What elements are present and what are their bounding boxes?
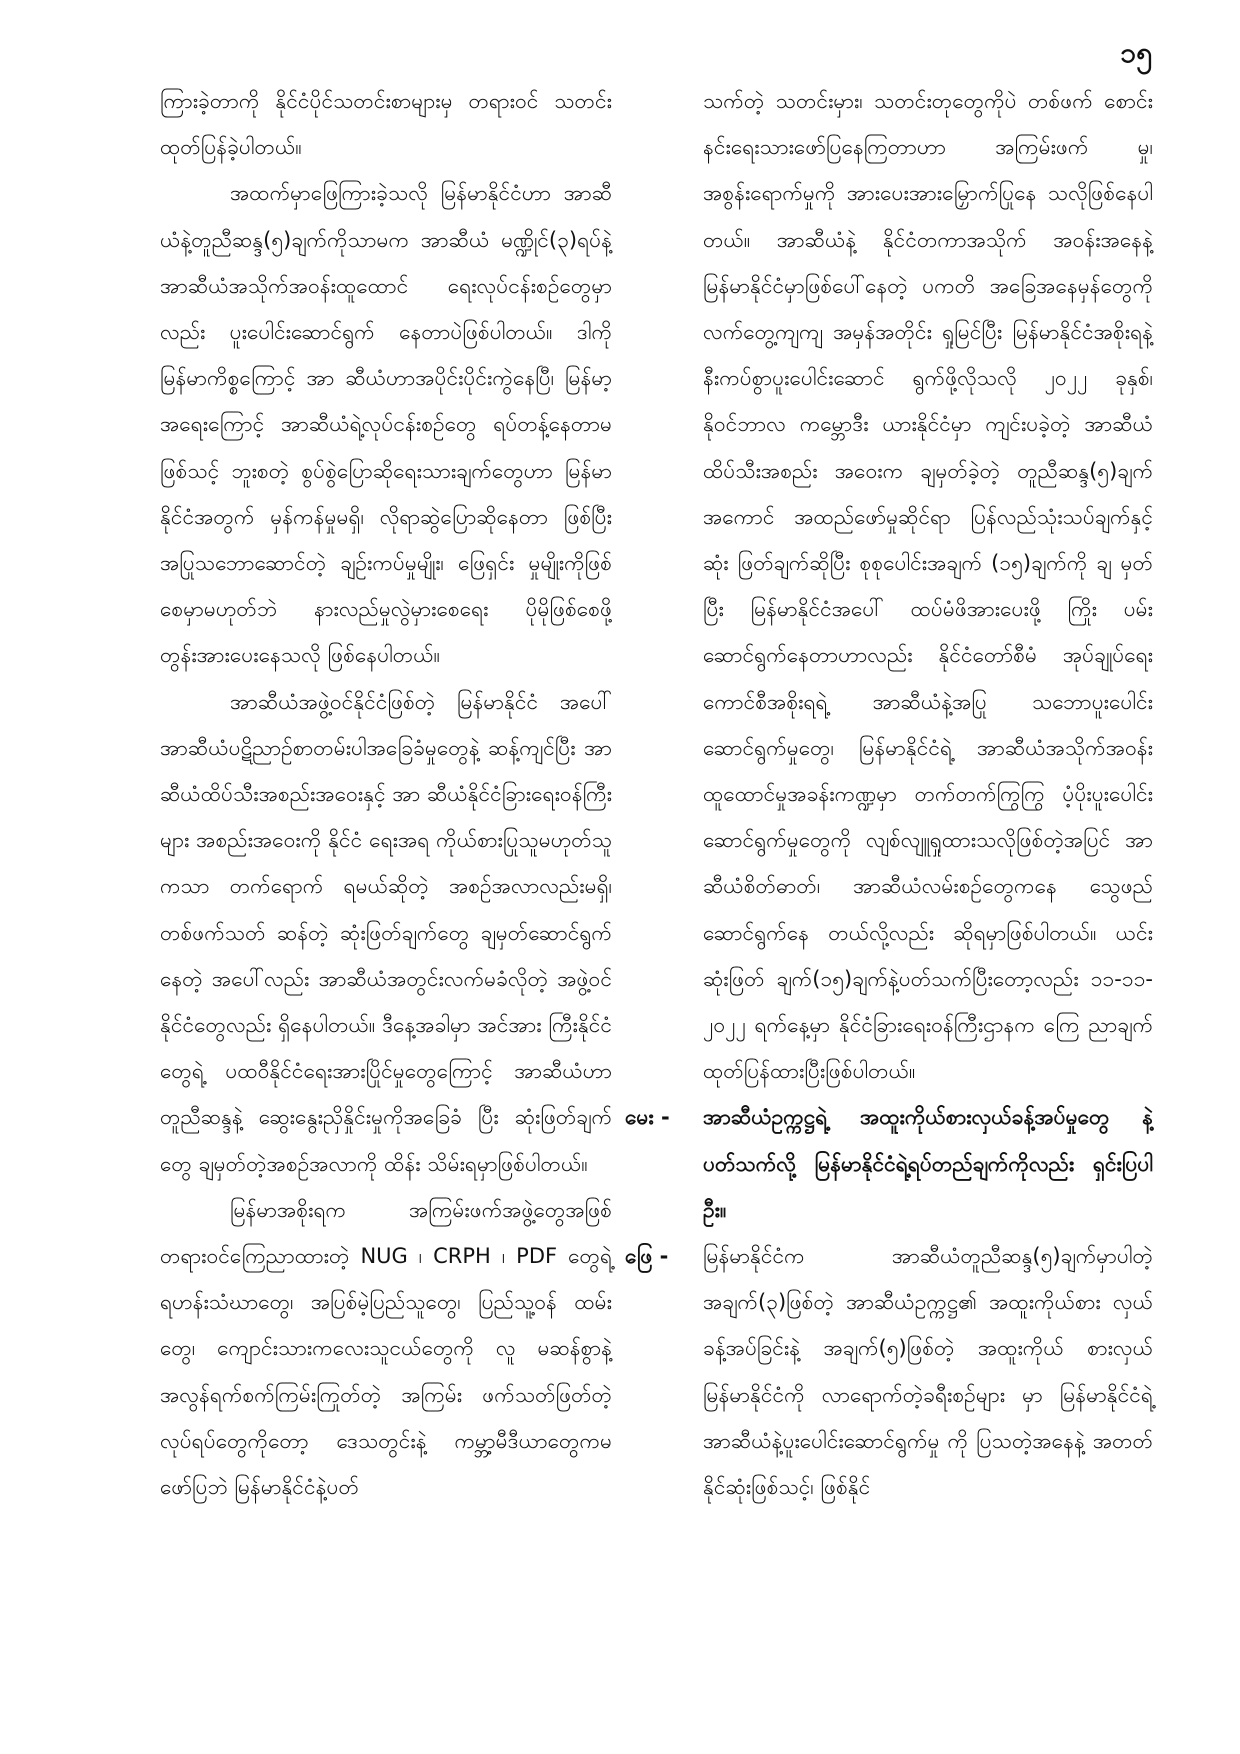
left-paragraph-3: အာဆီယံအဖွဲ့ဝင်နိုင်ငံဖြစ်တဲ့ မြန်မာနိုင်ငံ အပေါ် အာဆီယံပဋိညာဉ်စာတမ်းပါအခြေခံမှုတွေနဲ့ ဆန့်ကျင်ပြီး အာဆီယံထိပ်သီးအစည်းအဝေးနှင့် အာ ဆီယံနိုင်ငံခြားရေးဝန်ကြီးများ အစည်းအဝေးကို နိုင်ငံ ရေးအရ ကိုယ်စားပြုသူမဟုတ်သူကသာ တက်ရောက် ရမယ်ဆိုတဲ့ အစဉ်အလာလည်းမရှိ၊ တစ်ဖက်သတ် ဆန်တဲ့ ဆုံးဖြတ်ချက်တွေ ချမှတ်ဆောင်ရွက်နေတဲ့ အပေါ်လည်း အာဆီယံအတွင်းလက်မခံလိုတဲ့ အဖွဲ့ဝင် နိုင်ငံတွေလည်း ရှိနေပါတယ်။ ဒီနေ့အခါမှာ အင်အား ကြီးနိုင်ငံတွေရဲ့ ပထဝီနိုင်ငံရေးအားပြိုင်မှုတွေကြောင့် အာဆီယံဟာတူညီဆန္ဒနဲ့ ဆွေးနွေးညှိနှိုင်းမှုကိုအခြေခံ ပြီး ဆုံးဖြတ်ချက်တွေ ချမှတ်တဲ့အစဉ်အလာကို ထိန်း သိမ်းရမှာဖြစ်ပါတယ်။ — [160, 689, 612, 1176]
left-column — [160, 78, 612, 1510]
right-column — [625, 78, 1153, 1510]
answer-tag: ဖြေ - — [625, 1244, 669, 1269]
page-number: ၁၅ — [1120, 36, 1152, 69]
right-paragraph-1: သက်တဲ့ သတင်းမှား၊ သတင်းတုတွေကိုပဲ တစ်ဖက် စောင်းနင်းရေးသားဖော်ပြနေကြတာဟာ အကြမ်းဖက် မှု၊ အစွန်းရောက်မှုကို အားပေးအားမြှောက်ပြုနေ သလိုဖြစ်နေပါတယ်။ အာဆီယံနဲ့ နိုင်ငံတကာအသိုက် အဝန်းအနေနဲ့ မြန်မာနိုင်ငံမှာဖြစ်ပေါ်နေတဲ့ ပကတိ အခြေအနေမှန်တွေကို လက်တွေ့ကျကျ အမှန်အတိုင်း ရှုမြင်ပြီး မြန်မာနိုင်ငံအစိုးရနဲ့ နီးကပ်စွာပူးပေါင်းဆောင် ရွက်ဖို့လိုသလို ၂၀၂၂ ခုနှစ်၊ နိုဝင်ဘာလ ကမ္ဘောဒီး ယားနိုင်ငံမှာ ကျင်းပခဲ့တဲ့ အာဆီယံထိပ်သီးအစည်း အဝေးက ချမှတ်ခဲ့တဲ့ တူညီဆန္ဒ(၅)ချက် အကောင် အထည်ဖော်မှုဆိုင်ရာ ပြန်လည်သုံးသပ်ချက်နှင့် ဆုံး ဖြတ်ချက်ဆိုပြီး စုစုပေါင်းအချက် (၁၅)ချက်ကို ချ မှတ်ပြီး မြန်မာနိုင်ငံအပေါ် ထပ်မံဖိအားပေးဖို့ ကြိုး ပမ်းဆောင်ရွက်နေတာဟာလည်း နိုင်ငံတော်စီမံ အုပ်ချုပ်ရေးကောင်စီအစိုးရရဲ့ အာဆီယံနဲ့အပြု သဘောပူးပေါင်းဆောင်ရွက်မှုတွေ၊ မြန်မာနိုင်ငံရဲ့ အာဆီယံအသိုက်အဝန်း ထူထောင်မှုအခန်းကဏ္ဍမှာ တက်တက်ကြွကြွ ပံ့ပိုးပူးပေါင်းဆောင်ရွက်မှုတွေကို လျစ်လျူရှုထားသလိုဖြစ်တဲ့အပြင် အာဆီယံစိတ်ဓာတ်၊ အာဆီယံလမ်းစဉ်တွေကနေ သွေဖည်ဆောင်ရွက်နေ တယ်လို့လည်း ဆိုရမှာဖြစ်ပါတယ်။ ယင်းဆုံးဖြတ် ချက်(၁၅)ချက်နဲ့ပတ်သက်ပြီးတော့လည်း ၁၁-၁၁- ၂၀၂၂ ရက်နေ့မှာ နိုင်ငံခြားရေးဝန်ကြီးဌာနက ကြေ ညာချက်ထုတ်ပြန်ထားပြီးဖြစ်ပါတယ်။ — [703, 89, 1153, 1084]
left-paragraph-2: အထက်မှာဖြေကြားခဲ့သလို မြန်မာနိုင်ငံဟာ အာဆီယံနဲ့တူညီဆန္ဒ(၅)ချက်ကိုသာမက အာဆီယံ မဏ္ဍိုင်(၃)ရပ်နဲ့ အာဆီယံအသိုက်အဝန်းထူထောင် ရေးလုပ်ငန်းစဉ်တွေမှာလည်း ပူးပေါင်းဆောင်ရွက် နေတာပဲဖြစ်ပါတယ်။ ဒါကို မြန်မာကိစ္စကြောင့် အာ ဆီယံဟာအပိုင်းပိုင်းကွဲနေပြီ၊ မြန်မာ့အရေးကြောင့် အာဆီယံရဲ့လုပ်ငန်းစဉ်တွေ ရပ်တန့်နေတာမဖြစ်သင့် ဘူးစတဲ့ စွပ်စွဲပြောဆိုရေးသားချက်တွေဟာ မြန်မာ နိုင်ငံအတွက် မှန်ကန်မှုမရှိ၊ လိုရာဆွဲပြောဆိုနေတာ ဖြစ်ပြီး အပြုသဘောဆောင်တဲ့ ချဉ်းကပ်မှုမျိုး၊ ဖြေရှင်း မှုမျိုးကိုဖြစ်စေမှာမဟုတ်ဘဲ နားလည်မှုလွဲမှားစေရေး ပိုမိုဖြစ်စေဖို့တွန်းအားပေးနေသလို ဖြစ်နေပါတယ်။ — [160, 181, 612, 668]
question-tag: မေး - — [625, 1105, 670, 1130]
question-text: အာဆီယံဥက္ကဋ္ဌရဲ့ အထူးကိုယ်စားလှယ်ခန့်အပ်မှုတွေ နဲ့ပတ်သက်လို့ မြန်မာနိုင်ငံရဲ့ရပ်တည်ချက်ကိုလည်း ရှင်းပြပါဦး။ — [703, 1105, 1153, 1222]
left-paragraph-4: မြန်မာအစိုးရက အကြမ်းဖက်အဖွဲ့တွေအဖြစ် တရားဝင်ကြေညာထားတဲ့ NUG ၊ CRPH ၊ PDF တွေရဲ့ ရဟန်းသံဃာတွေ၊ အပြစ်မဲ့ပြည်သူတွေ၊ ပြည်သူ့ဝန် ထမ်းတွေ၊ ကျောင်းသားကလေးသူငယ်တွေကို လူ မဆန်စွာနဲ့ အလွန်ရက်စက်ကြမ်းကြုတ်တဲ့ အကြမ်း ဖက်သတ်ဖြတ်တဲ့လုပ်ရပ်တွေကိုတော့ ဒေသတွင်းနဲ့ ကမ္ဘာ့မီဒီယာတွေကမဖော်ပြဘဲ မြန်မာနိုင်ငံနဲ့ပတ် — [160, 1197, 612, 1500]
left-paragraph-1: ကြားခဲ့တာကို နိုင်ငံပိုင်သတင်းစာများမှ တရားဝင် သတင်းထုတ်ပြန်ခဲ့ပါတယ်။ — [160, 89, 612, 160]
question-block — [625, 1094, 1153, 1233]
answer-block — [625, 1233, 1153, 1510]
answer-text: မြန်မာနိုင်ငံက အာဆီယံတူညီဆန္ဒ(၅)ချက်မှာပါတဲ့ အချက်(၃)ဖြစ်တဲ့ အာဆီယံဥက္ကဋ္ဌ၏ အထူးကိုယ်စား လှယ်ခန့်အပ်ခြင်းနဲ့ အချက်(၅)ဖြစ်တဲ့ အထူးကိုယ် စားလှယ် မြန်မာနိုင်ငံကို လာရောက်တဲ့ခရီးစဉ်များ မှာ မြန်မာနိုင်ငံရဲ့ အာဆီယံနဲ့ပူးပေါင်းဆောင်ရွက်မှု ကို ပြသတဲ့အနေနဲ့ အတတ်နိုင်ဆုံးဖြစ်သင့်၊ ဖြစ်နိုင် — [703, 1244, 1153, 1500]
